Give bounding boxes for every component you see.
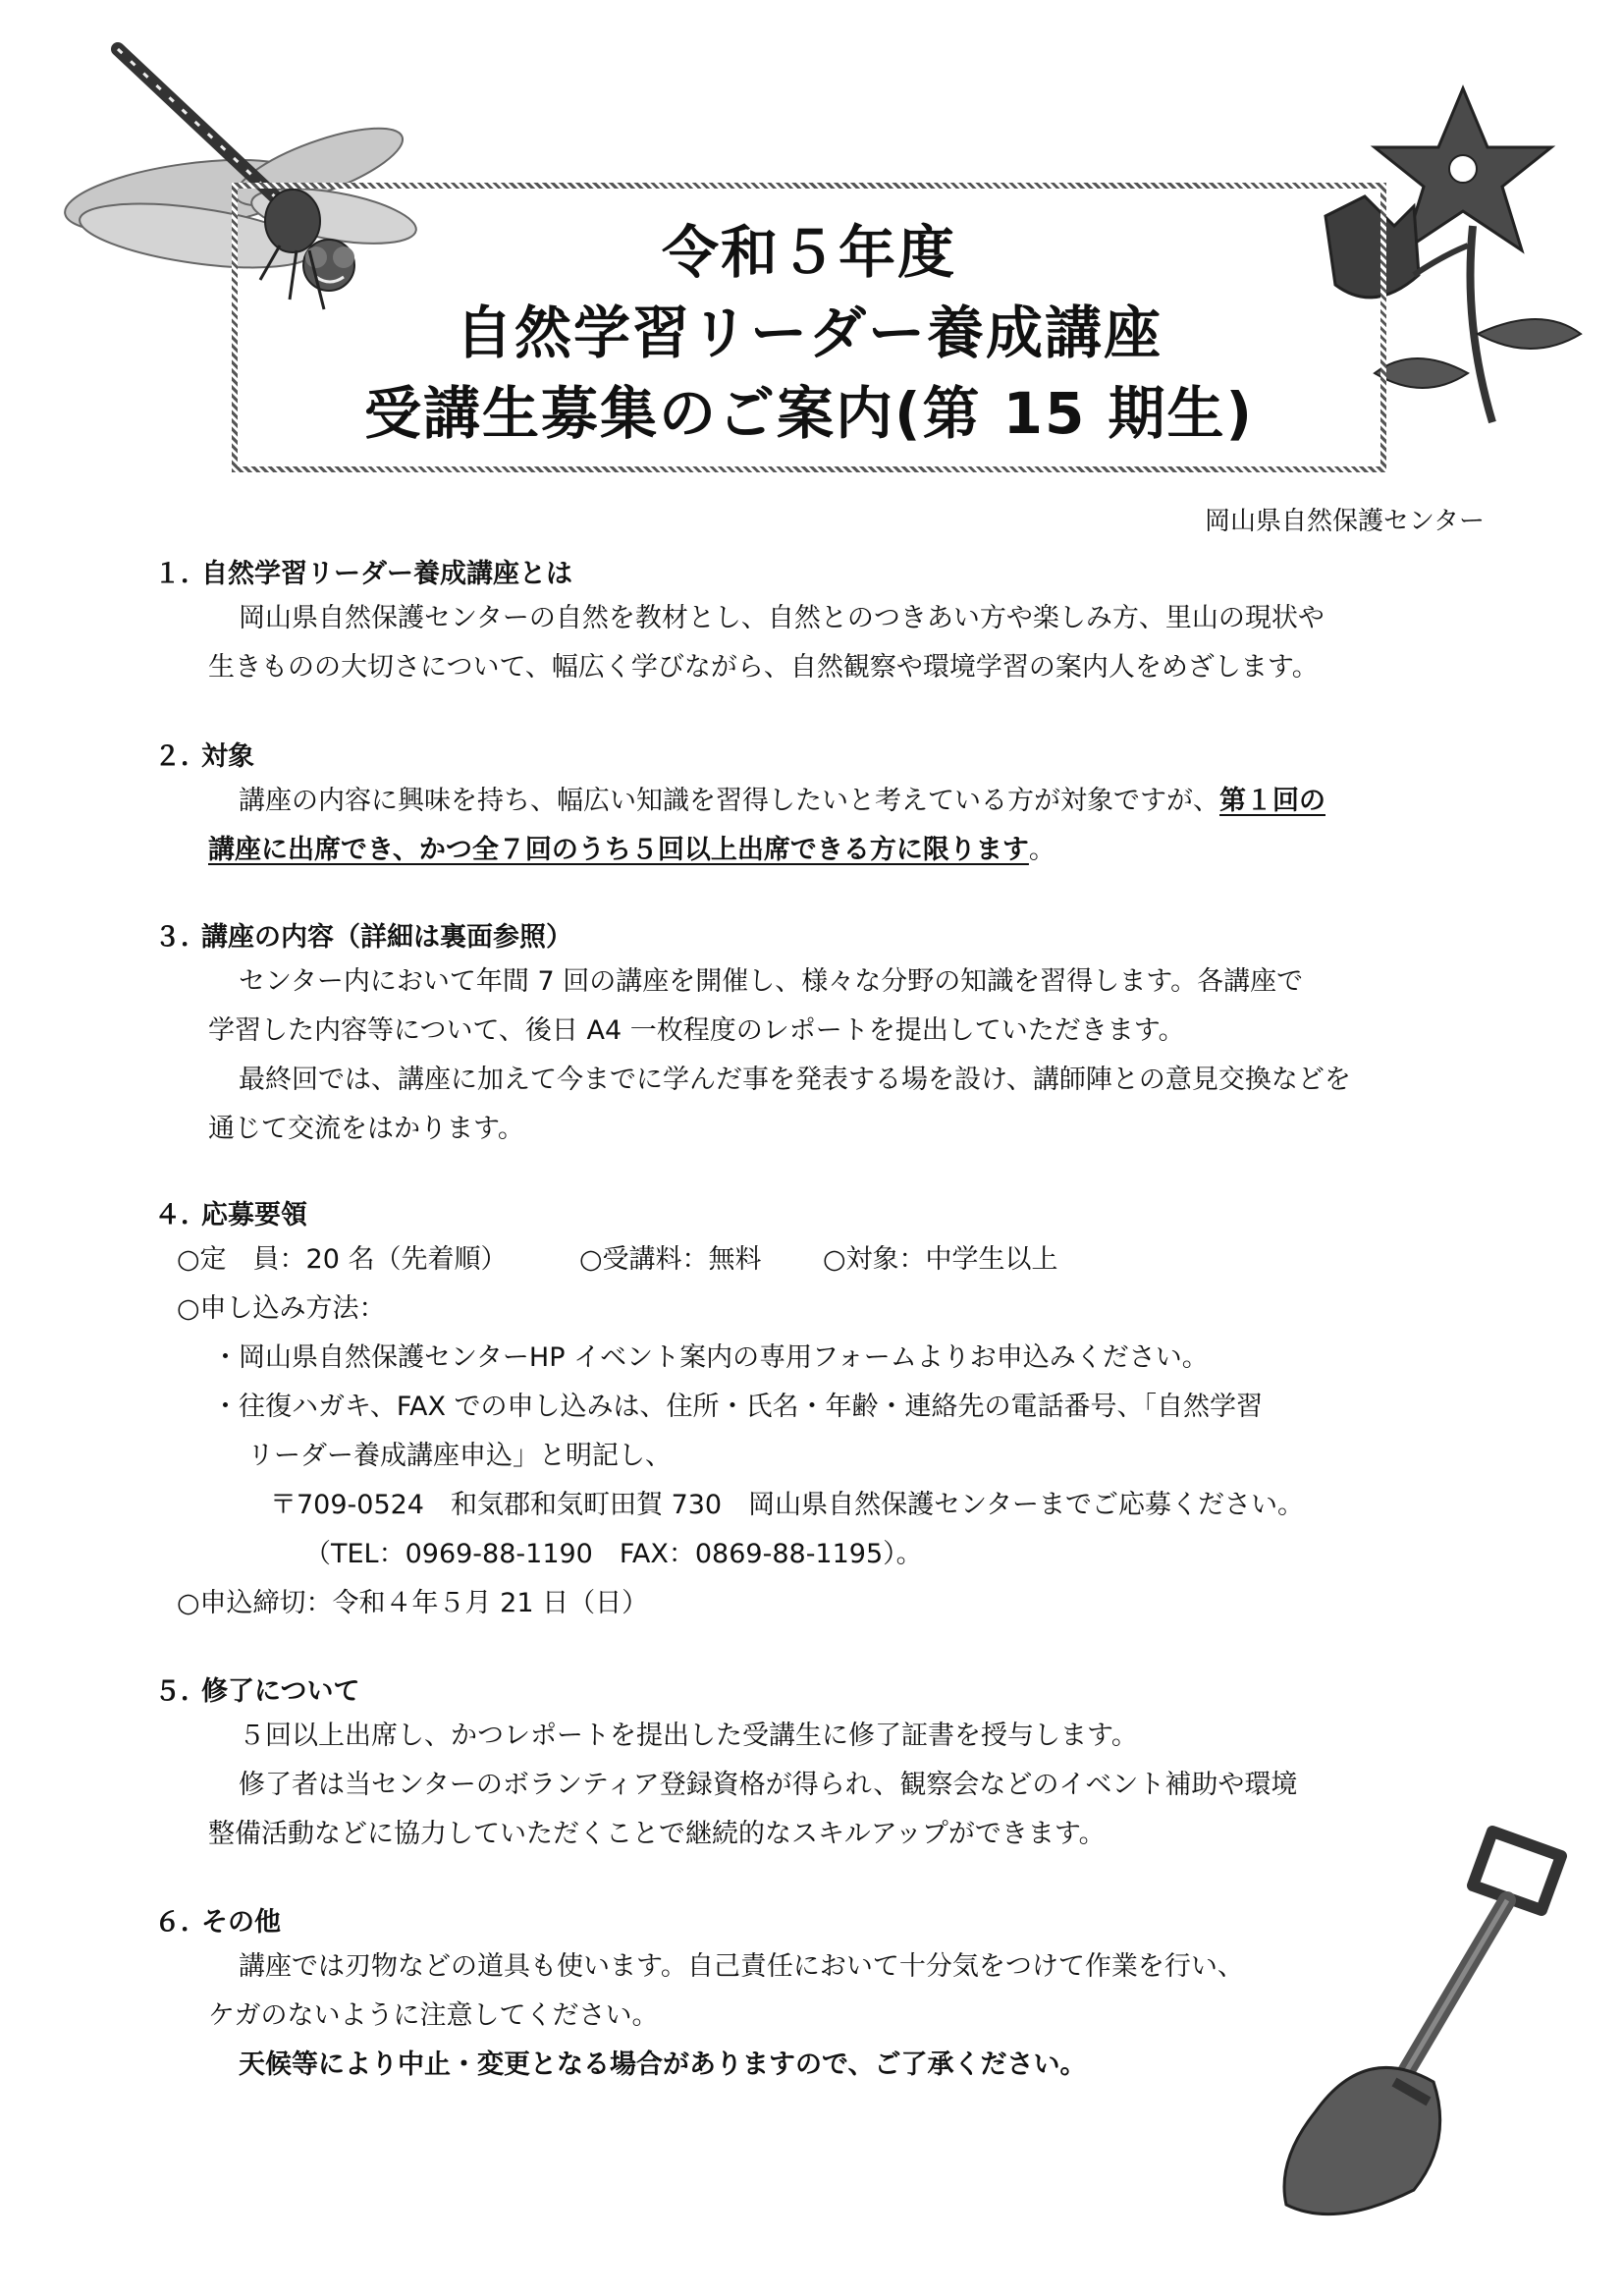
weather-notice: 天候等により中止・変更となる場合がありますので、ご了承ください。 [239, 2050, 1087, 2080]
postal-address: 〒709-0524 和気郡和気町田賀 730 岡山県自然保護センターまでご応募ください。 [270, 1490, 1305, 1520]
section-5-line-3: 整備活動などに協力していただくことで継続的なスキルアップができます。 [208, 1819, 1106, 1849]
section-number: ６． [154, 1907, 207, 1938]
title-line-2: 自然学習リーダー養成講座 [455, 300, 1163, 366]
section-title: 講座の内容（詳細は裏面参照） [201, 922, 572, 953]
target-text: 講座の内容に興味を持ち、幅広い知識を習得したいと考えている方が対象ですが、 [239, 786, 1219, 816]
target-condition-underlined: 第１回の [1219, 786, 1325, 816]
section-number: ２． [154, 741, 207, 772]
section-2-line-2 [208, 826, 1055, 875]
section-number: ５． [154, 1676, 207, 1707]
section-2-line-1 [239, 777, 1325, 826]
section-5-line-2: 修了者は当センターのボランティア登録資格が得られ、観察会などのイベント補助や環境 [239, 1770, 1298, 1800]
section-number: ４． [154, 1200, 207, 1230]
title-line-1: 令和５年度 [661, 219, 956, 286]
section-5-line-1: ５回以上出席し、かつレポートを提出した受講生に修了証書を授与します。 [239, 1721, 1138, 1751]
contact-numbers: （TEL：0969-88-1190 FAX：0869-88-1195）。 [304, 1539, 923, 1569]
section-5-heading [154, 1669, 359, 1708]
section-4-heading [154, 1193, 307, 1231]
application-method-1: ・岡山県自然保護センターHP イベント案内の専用フォームよりお申込みください。 [212, 1342, 1209, 1373]
application-method-2b: リーダー養成講座申込」と明記し、 [247, 1441, 672, 1471]
section-number: １． [154, 559, 207, 589]
shovel-icon [1284, 1831, 1561, 2214]
section-title: その他 [201, 1907, 281, 1938]
application-method-2a: ・往復ハガキ、FAX での申し込みは、住所・氏名・年齢・連絡先の電話番号、「自然学習 [212, 1392, 1264, 1422]
section-1-line-1: 岡山県自然保護センターの自然を教材とし、自然とのつきあい方や楽しみ方、里山の現状や [239, 603, 1325, 633]
section-3-line-2: 学習した内容等について、後日 A4 一枚程度のレポートを提出していただきます。 [208, 1015, 1185, 1046]
section-6-line-1: 講座では刃物などの道具も使います。自己責任において十分気をつけて作業を行い、 [239, 1951, 1244, 1982]
section-1-heading [154, 552, 572, 590]
section-title: 修了について [201, 1676, 360, 1707]
target-age: ○対象：中学生以上 [823, 1244, 1058, 1275]
capacity: ○定 員：20 名（先着順） [177, 1244, 508, 1275]
section-2-heading [154, 735, 254, 773]
section-1-line-2: 生きものの大切さについて、幅広く学びながら、自然観察や環境学習の案内人をめざします。 [208, 652, 1319, 683]
section-3-heading [154, 915, 572, 954]
section-number: ３． [154, 922, 207, 953]
section-title: 自然学習リーダー養成講座とは [201, 559, 572, 589]
section-title: 応募要領 [201, 1200, 307, 1230]
section-6-heading [154, 1900, 281, 1939]
fee: ○受講料：無料 [579, 1244, 762, 1275]
target-text-tail: 。 [1028, 835, 1055, 865]
title-line-3: 受講生募集のご案内(第 15 期生) [363, 380, 1255, 447]
target-condition-underlined: 講座に出席でき、かつ全７回のうち５回以上出席できる方に限ります [208, 835, 1029, 865]
section-3-line-4: 通じて交流をはかります。 [208, 1114, 524, 1144]
organization-name: 岡山県自然保護センター [1205, 507, 1485, 536]
section-3-line-1: センター内において年間 7 回の講座を開催し、様々な分野の知識を習得します。各講座で [239, 966, 1304, 997]
section-3-line-3: 最終回では、講座に加えて今までに学んだ事を発表する場を設け、講師陣との意見交換などを [239, 1065, 1351, 1095]
application-method-label: ○申し込み方法： [177, 1293, 386, 1324]
deadline: ○申込締切：令和４年５月 21 日（日） [177, 1588, 649, 1618]
section-title: 対象 [201, 741, 254, 772]
shovel-illustration [1247, 1817, 1581, 2229]
section-6-line-2: ケガのないように注意してください。 [208, 2000, 659, 2031]
